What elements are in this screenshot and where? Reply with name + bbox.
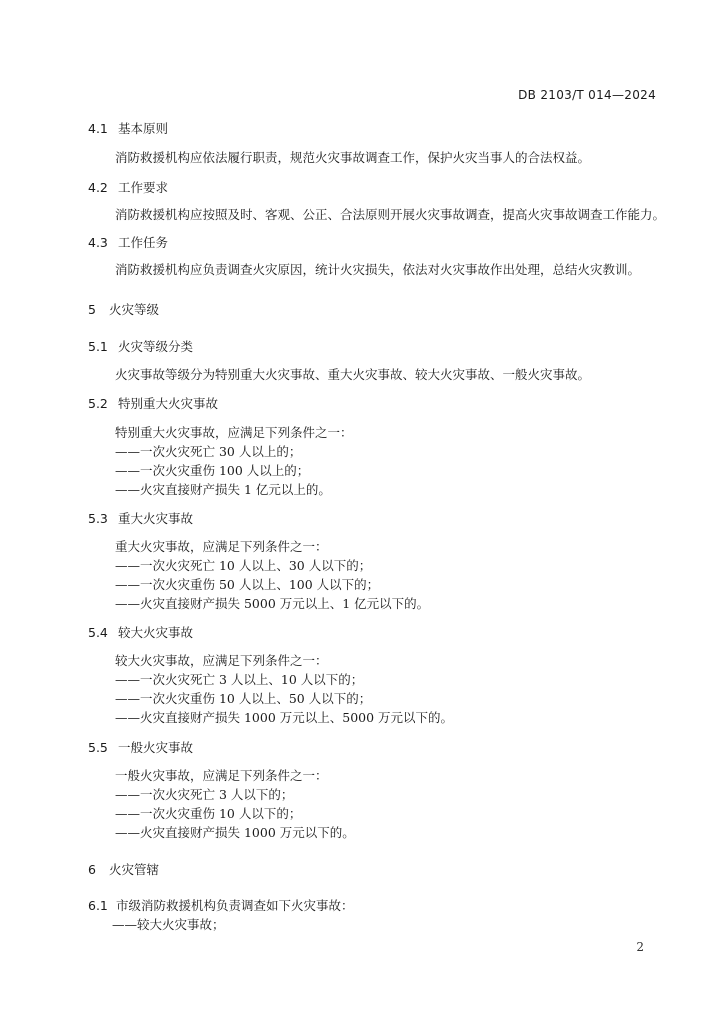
section-number: 4.1	[88, 121, 108, 136]
section-heading-4-2	[88, 180, 168, 196]
section-title: 火灾等级分类	[118, 339, 194, 354]
section-title: 重大火灾事故	[118, 511, 194, 526]
section-heading-5-4	[88, 625, 193, 641]
section-intro-5-3: 重大火灾事故，应满足下列条件之一：	[115, 539, 328, 554]
list-item: ——一次火灾重伤 100 人以上的；	[115, 463, 310, 478]
section-title: 一般火灾事故	[118, 740, 194, 755]
section-number: 5.2	[88, 396, 108, 411]
section-number: 5.3	[88, 511, 108, 526]
page-number: 2	[636, 940, 644, 954]
section-text: 市级消防救援机构负责调查如下火灾事故：	[116, 898, 354, 913]
list-item: ——一次火灾重伤 10 人以上、50 人以下的；	[115, 691, 372, 706]
section-heading-4-3	[88, 235, 168, 251]
section-heading-4-1	[88, 121, 168, 137]
section-heading-5-5	[88, 740, 193, 756]
section-heading-5-3	[88, 511, 193, 527]
section-title: 较大火灾事故	[118, 625, 194, 640]
section-heading-5-2	[88, 396, 218, 412]
chapter-number: 6	[88, 862, 96, 877]
list-item: ——一次火灾死亡 3 人以上、10 人以下的；	[115, 672, 364, 687]
section-6-1	[88, 898, 354, 914]
section-number: 6.1	[88, 898, 108, 913]
list-item: ——一次火灾死亡 3 人以下的；	[115, 787, 294, 802]
section-number: 4.2	[88, 180, 108, 195]
list-item: ——火灾直接财产损失 5000 万元以上、1 亿元以下的。	[115, 596, 430, 611]
section-number: 5.1	[88, 339, 108, 354]
list-item: ——火灾直接财产损失 1000 万元以下的。	[115, 825, 355, 840]
section-body-4-3: 消防救援机构应负责调查火灾原因，统计火灾损失，依法对火灾事故作出处理，总结火灾教训。	[115, 262, 641, 277]
document-id: DB 2103/T 014—2024	[518, 88, 656, 102]
list-item: ——一次火灾死亡 10 人以上、30 人以下的；	[115, 558, 372, 573]
section-title: 工作任务	[118, 235, 169, 250]
chapter-number: 5	[88, 302, 96, 317]
list-item: ——一次火灾重伤 10 人以下的；	[115, 806, 302, 821]
chapter-heading-6	[88, 862, 159, 878]
section-intro-5-4: 较大火灾事故，应满足下列条件之一：	[115, 653, 328, 668]
section-title: 工作要求	[118, 180, 169, 195]
section-number: 5.4	[88, 625, 108, 640]
section-intro-5-5: 一般火灾事故，应满足下列条件之一：	[115, 768, 328, 783]
chapter-title: 火灾等级	[109, 302, 160, 317]
section-intro-5-2: 特别重大火灾事故，应满足下列条件之一：	[115, 425, 353, 440]
section-number: 5.5	[88, 740, 108, 755]
section-title: 特别重大火灾事故	[118, 396, 219, 411]
chapter-title: 火灾管辖	[109, 862, 160, 877]
section-body-4-1: 消防救援机构应依法履行职责，规范火灾事故调查工作，保护火灾当事人的合法权益。	[115, 150, 591, 165]
chapter-heading-5	[88, 302, 159, 318]
section-number: 4.3	[88, 235, 108, 250]
section-body-4-2: 消防救援机构应按照及时、客观、公正、合法原则开展火灾事故调查，提高火灾事故调查工作能力。	[115, 207, 666, 222]
list-item: ——一次火灾死亡 30 人以上的；	[115, 444, 302, 459]
section-heading-5-1	[88, 339, 193, 355]
list-item: ——火灾直接财产损失 1000 万元以上、5000 万元以下的。	[115, 710, 454, 725]
list-item: ——较大火灾事故；	[112, 917, 225, 932]
section-title: 基本原则	[118, 121, 169, 136]
list-item: ——一次火灾重伤 50 人以上、100 人以下的；	[115, 577, 380, 592]
list-item: ——火灾直接财产损失 1 亿元以上的。	[115, 482, 331, 497]
section-body-5-1: 火灾事故等级分为特别重大火灾事故、重大火灾事故、较大火灾事故、一般火灾事故。	[115, 367, 591, 382]
